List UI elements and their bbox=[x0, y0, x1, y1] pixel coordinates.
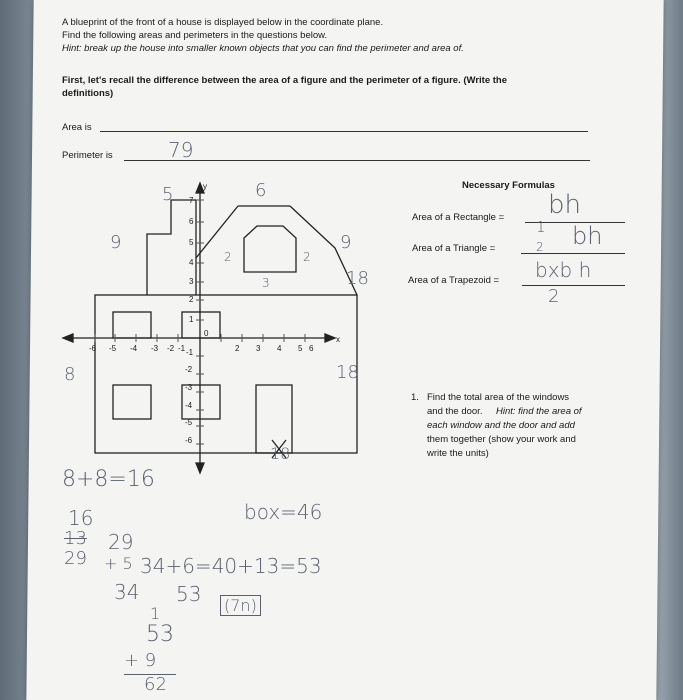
x-tick-label: 0 bbox=[204, 329, 209, 338]
triangle-frac-num: 1 bbox=[536, 218, 546, 236]
roof-left-slope bbox=[196, 206, 238, 258]
x-tick-label: -2 bbox=[167, 344, 175, 353]
handwritten-work: 34 bbox=[114, 580, 140, 604]
window-top-center bbox=[182, 312, 220, 338]
rectangle-answer: bh bbox=[548, 190, 581, 220]
y-tick-label: -1 bbox=[186, 348, 194, 357]
trapezoid-den: 2 bbox=[548, 286, 560, 307]
handwritten-equation: 34+6=40+13=53 bbox=[140, 554, 322, 578]
question-1-line-5: write the units) bbox=[427, 448, 489, 459]
handwritten-work: 1 bbox=[150, 604, 161, 623]
x-tick-label: -4 bbox=[130, 344, 138, 353]
area-label: Area is bbox=[62, 122, 92, 133]
y-tick-label: -3 bbox=[185, 383, 193, 392]
x-tick-label: 3 bbox=[256, 344, 261, 353]
x-axis-label: x bbox=[336, 335, 340, 344]
x-axis-arrow-right bbox=[325, 334, 335, 342]
handwritten-number: 18 bbox=[270, 444, 291, 463]
handwritten-sum: 8+8=16 bbox=[62, 467, 155, 492]
handwritten-work: 29 bbox=[108, 530, 134, 554]
handwritten-work: 53 bbox=[146, 622, 174, 647]
x-tick-label: 6 bbox=[309, 344, 314, 353]
y-tick-label: 3 bbox=[189, 277, 194, 286]
x-tick-label: -6 bbox=[89, 344, 97, 353]
handwritten-work: 53 bbox=[176, 582, 202, 606]
question-1-hint: Hint: find the area of bbox=[496, 406, 582, 417]
handwritten-number: 9 bbox=[110, 232, 122, 253]
handwritten-work: 62 bbox=[144, 674, 167, 695]
handwritten-box-area: box=46 bbox=[244, 500, 323, 524]
x-tick-label: -1 bbox=[178, 344, 186, 353]
handwritten-number: 2 bbox=[224, 250, 232, 264]
y-tick-label: -2 bbox=[185, 365, 193, 374]
x-tick-label: 5 bbox=[298, 344, 303, 353]
y-axis-arrow-down bbox=[196, 463, 204, 473]
window-bottom-left bbox=[113, 385, 151, 419]
recall-line-2: definitions) bbox=[62, 88, 114, 99]
trapezoid-answer: bxb h bbox=[535, 258, 592, 282]
question-1-line-3: each window and the door and add bbox=[427, 420, 575, 431]
handwritten-work: + 9 bbox=[124, 650, 157, 671]
y-axis-label: y bbox=[203, 182, 207, 191]
question-1-number: 1. bbox=[411, 392, 419, 403]
y-tick-label: -6 bbox=[185, 436, 193, 445]
handwritten-work: + 5 bbox=[104, 554, 133, 573]
formulas-title: Necessary Formulas bbox=[462, 180, 555, 191]
handwritten-number: 2 bbox=[303, 250, 311, 264]
handwritten-number: 3 bbox=[262, 276, 270, 290]
handwritten-number: 6 bbox=[255, 180, 267, 201]
handwritten-work: 16 bbox=[68, 506, 94, 530]
perimeter-label: Perimeter is bbox=[62, 150, 113, 161]
intro-line-1: A blueprint of the front of a house is displayed below in the coordinate plane. bbox=[62, 17, 384, 28]
attic-window bbox=[244, 226, 296, 272]
question-1-line-2: and the door. bbox=[427, 406, 483, 417]
x-tick-label: -5 bbox=[109, 344, 117, 353]
handwritten-number: 18 bbox=[346, 268, 369, 289]
house-body bbox=[95, 295, 357, 453]
recall-line-1: First, let's recall the difference between the area of a figure and the perimeter of a figure. (Write the bbox=[62, 75, 507, 86]
rectangle-formula-label: Area of a Rectangle = bbox=[412, 212, 505, 223]
triangle-frac-den: 2 bbox=[536, 240, 544, 254]
triangle-answer: bh bbox=[572, 222, 603, 250]
x-tick-label: 4 bbox=[277, 344, 282, 353]
y-tick-label: 5 bbox=[189, 238, 194, 247]
window-top-left bbox=[113, 312, 151, 338]
y-tick-label: 6 bbox=[189, 217, 194, 226]
y-tick-label: 4 bbox=[189, 258, 194, 267]
trapezoid-formula-label: Area of a Trapezoid = bbox=[408, 275, 500, 286]
question-1-line-1: Find the total area of the windows bbox=[427, 392, 570, 403]
y-tick-label: -4 bbox=[185, 401, 193, 410]
handwritten-number: 8 bbox=[64, 364, 76, 385]
triangle-formula-label: Area of a Triangle = bbox=[412, 243, 496, 254]
intro-line-2: Find the following areas and perimeters in the questions below. bbox=[62, 30, 328, 41]
handwritten-number: 5 bbox=[162, 184, 174, 205]
perimeter-answer: 79 bbox=[168, 138, 194, 162]
y-tick-label: 2 bbox=[189, 295, 194, 304]
handwritten-number: 9 bbox=[340, 232, 352, 253]
handwritten-work: 13 bbox=[64, 528, 87, 549]
handwritten-number: 18 bbox=[336, 362, 359, 383]
handwritten-work: 29 bbox=[64, 548, 87, 569]
y-tick-label: 7 bbox=[189, 196, 194, 205]
y-tick-label: 1 bbox=[189, 315, 194, 324]
handwritten-boxed-answer: (7n) bbox=[220, 595, 261, 616]
x-axis-arrow-left bbox=[63, 334, 73, 342]
intro-hint: Hint: break up the house into smaller known objects that you can find the perimeter and area of. bbox=[62, 43, 464, 54]
question-1-line-4: them together (show your work and bbox=[427, 434, 576, 445]
y-tick-label: -5 bbox=[185, 418, 193, 427]
x-tick-label: -3 bbox=[151, 344, 159, 353]
x-tick-label: 2 bbox=[235, 344, 240, 353]
